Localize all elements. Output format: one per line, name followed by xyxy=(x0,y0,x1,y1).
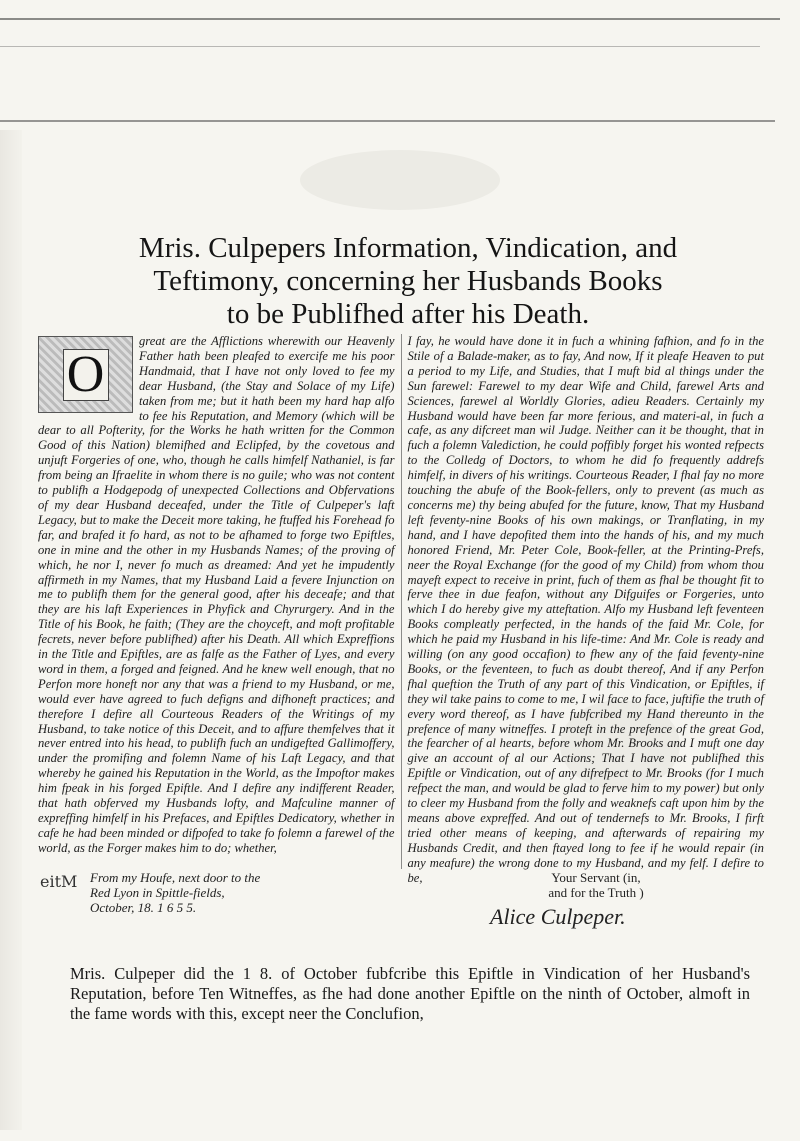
left-column xyxy=(38,334,395,869)
valediction-line-1: Your Servant (in, xyxy=(551,870,641,885)
footer-paragraph: Mris. Culpeper did the 1 8. of October fubfcribe this Epiftle in Vindication of her Husband's Reputation, before Ten Witneffes, as fhe had done another Epiftle on the ninth of October, almoft in the fame words with this, except neer the Conclufion, xyxy=(70,964,750,1023)
address-block xyxy=(90,870,340,915)
binding-gutter xyxy=(0,130,22,1130)
left-column-text: great are the Afflictions wherewith our Heavenly Father hath been pleafed to exercife me his poor Handmaid, that I have not only loved to fee my dear Husband, (the Stay and Solace of my Life) taken from me; but it hath been my hard hap alfo to fee his Reputation, and Memory (which will be dear to all Pofterity, for the Works he hath written for the Common Good of this Nation) blemifhed and Eclipfed, by the covetous and unjuft Forgeries of one, who, though he calls himfelf Nathaniel, is far from being an Ifraelite in whom there is no guile; who was not content to publifh a Hodgepodg of unexpected Collections and Obfervations of my dear Husband deceafed, under the Title of Culpeper's laft Legacy, but to make the Deceit more taking, he ftuffed his Forehead fo far, and brafed it fo hard, as not to be afhamed to forge two Epiftles, one in mine and the other in my Husbands Names; of the proving of which, he nor I, never fo much as dreamed: And yet he impudently affirmeth in my Names, that my Husband Laid a fevere Injunction on me to publifh them for the general good, after his deceafe; and that they are his laft Experiences in Phyfick and Chyrurgery. And in the Title of his Book, he faith; (They are the choyceft, and moft profitable fecrets, never before publifhed) after his Death. All which Expreffions in the Title and Epiftles, are as falfe as the Father of Lyes, and every word in them, a forged and feigned. And he knew well enough, that no Perfon more honeft nor any that was a friend to my Husband, or me, would ever have agreed to fuch defigns and difhoneft practices; and therefore I defire all Courteous Readers of the Writings of my Husband, to take notice of this Deceit, and to affure themfelves that it never entred into his head, to publifh fuch an undigefted Gallimoffery, under the promifing and folemn Name of his Laft Legacy, and that whereby he gained his Reputation in the World, as the Impoftor makes him fpeak in his forged Epiftle. And I defire any indifferent Reader, that hath obferved my Husbands lofty, and Mafculine manner of expreffing himfelf in his Prefaces, and Epiftles Dedicatory, whether in cafe he had been minded or difpofed to take fo folemn a farewel of the world, as the Forger makes him to do; whether, xyxy=(38,334,395,855)
title-line-2: Teftimony, concerning her Husbands Books xyxy=(153,265,663,297)
address-line-2: Red Lyon in Spittle-fields, xyxy=(90,885,225,900)
top-rule-thin xyxy=(0,46,760,47)
top-rule xyxy=(0,18,780,20)
header-rule xyxy=(0,120,775,122)
right-column-text: I fay, he would have done it in fuch a whining fafhion, and fo in the Stile of a Balade-maker, as to fay, And now, If it pleafe Heaven to put a period to my Life, and Studies, that I muft bid al things under the Sun farewel: Farewel to my dear Wife and Child, farewel Arts and Sciences, farewel al Worldly Glories, adieu Readers. Certainly my Husband would have been far more ferious, and materi-al, in fuch a cafe, as any difcreet man wil Judge. Neither can it be thought, that in fuch a folemn Valediction, he could poffibly forget his wonted refpects to the Colledg of Doctors, to whom he did fo frequently addrefs himfelf, in divers of his writings. Courteous Reader, I fhal fay no more touching the abufe of the Book-fellers, only to prevent (as much as concerns me) thy being abufed for the future, know, That my Husband left feventy-nine Books of his own makings, or Tranflating, in my hand, and I have depofited them into the hands of his, and my much honored Friend, Mr. Peter Cole, Book-feller, at the Printing-Prefs, neer the Royal Exchange (for the good of my Child) from whom thou mayeft expect to receive in print, fuch of them as fhal be thought fit to ferve thee in due feafon, without any Difguifes or Forgeries, unto which I do hereby give my atteftation. Alfo my Husband left feventeen Books compleatly perfected, in the hands of the faid Mr. Cole, for which he paid my Husband in his life-time: And Mr. Cole is ready and willing (on any good occafion) to fhew any of the faid feventy-nine Books, or the feventeen, to fuch as doubt thereof, And if any Perfon fhal queftion the Truth of any part of this Vindication, or Epiftles, if they wil take pains to come to me, I wil face to face, juftifie the truth of every word thereof, as I have fubfcribed my Hand thereunto in the prefence of many witneffes. I proteft in the prefence of the great God, the fearcher of al hearts, before whom Mr. Brooks and I muft one day give an account of al our Actions; That I have not publifhed this Epiftle or Vindication, out of any difrefpect to Mr. Brooks (for I much refpect the man, and would be glad to ferve him to my power) but only to cleer my Husband from the folly and weaknefs caft upon him by the means above expreffed. And out of tendernefs to Mr. Brooks, I firft tried other means of keeping, and afterwards of repairing my Husbands Credit, and then ftayed long to fee if he would repair (in any meafure) the wrong done to my Husband, and my felf. I defire to be, xyxy=(407,334,764,885)
address-date: October, 18. 1 6 5 5. xyxy=(90,900,197,915)
valediction xyxy=(486,870,706,900)
drop-cap: O xyxy=(63,349,109,401)
woodcut-ornament-icon xyxy=(38,336,133,413)
valediction-line-2: and for the Truth ) xyxy=(548,885,644,900)
column-divider xyxy=(401,334,402,869)
title-line-3: to be Publifhed after his Death. xyxy=(226,298,590,330)
title-line-1: Mris. Culpepers Information, Vindication, and xyxy=(138,232,678,264)
document-title xyxy=(88,232,728,331)
signature: Alice Culpeper. xyxy=(490,904,626,929)
address-line-1: From my Houfe, next door to the xyxy=(90,870,261,885)
paper-stain xyxy=(300,150,500,210)
monogram: eitM xyxy=(40,872,78,891)
closing-block xyxy=(90,870,700,960)
